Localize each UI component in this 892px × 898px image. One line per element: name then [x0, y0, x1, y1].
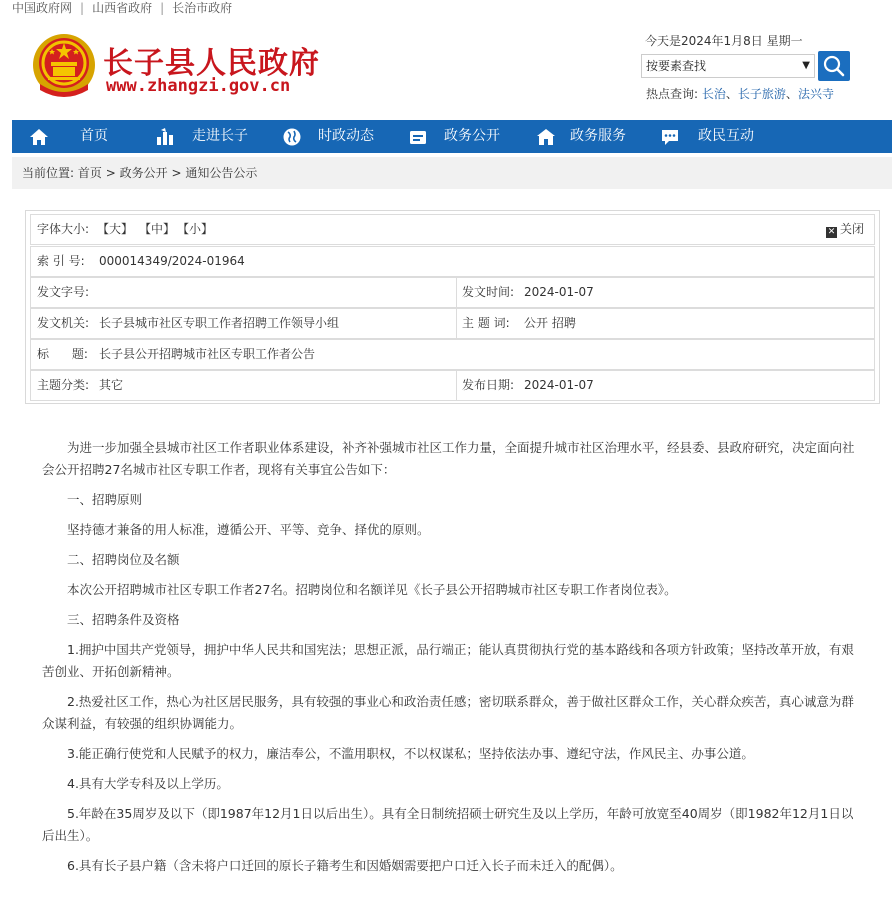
nav-label: 首页	[80, 128, 108, 144]
section-heading: 二、招聘岗位及名额	[67, 552, 180, 567]
article-paragraph: 为进一步加强全县城市社区工作者职业体系建设，补齐补强城市社区工作力量，全面提升城市社区治理水平，经县委、县政府研究，决定面向社会公开招聘27名城市社区专职工作者，现将有关事宜公告如下：	[42, 440, 855, 477]
link-shanxi-gov[interactable]: 山西省政府	[92, 1, 153, 15]
hot-link-changzhi[interactable]: 长治	[701, 87, 726, 101]
top-links: 中国政府网 | 山西省政府 | 长治市政府	[12, 1, 233, 15]
font-size-small[interactable]: 【小】	[177, 222, 214, 236]
nav-item-news[interactable]	[264, 120, 390, 153]
title-value: 长子县公开招聘城市社区专职工作者公告	[99, 347, 316, 361]
site-header	[0, 16, 892, 120]
house-service-icon	[536, 127, 556, 147]
issue-date-label: 发文时间:	[462, 285, 515, 299]
national-emblem-icon	[30, 32, 98, 102]
breadcrumb	[12, 157, 892, 189]
cell-divider	[456, 278, 457, 307]
search-button[interactable]	[818, 51, 850, 81]
nav-item-interaction[interactable]	[642, 120, 768, 153]
search-type-select[interactable]	[641, 54, 815, 78]
article-paragraph: 6.具有长子县户籍（含未将户口迁回的原长子籍考生和因婚姻需要把户口迁入长子而未迁入的配偶）。	[67, 858, 623, 873]
issue-date-value: 2024-01-07	[524, 285, 594, 299]
close-label: 关闭	[839, 222, 864, 236]
font-size-large[interactable]: 【大】	[97, 222, 134, 236]
nav-label: 政民互动	[698, 128, 754, 144]
home-icon	[29, 127, 49, 147]
hot-search: 热点查询: 长治、长子旅游、法兴寺	[646, 87, 834, 101]
nav-item-services[interactable]	[516, 120, 642, 153]
section-heading: 一、招聘原则	[67, 492, 143, 507]
hot-link-faxing-temple[interactable]: 法兴寺	[797, 87, 834, 101]
site-domain: www.zhangzi.gov.cn	[106, 76, 291, 96]
article-paragraph: 本次公开招聘城市社区专职工作者27名。招聘岗位和名额详见《长子县公开招聘城市社区专职工作者岗位表》。	[67, 582, 677, 597]
nav-item-open-gov[interactable]	[390, 120, 516, 153]
keyword-value: 公开 招聘	[524, 316, 576, 330]
keyword-label: 主 题 词:	[462, 316, 510, 330]
font-size-medium[interactable]: 【中】	[139, 222, 176, 236]
nav-item-home[interactable]	[12, 120, 138, 153]
category-value: 其它	[99, 378, 124, 392]
breadcrumb-separator: >	[105, 166, 116, 180]
publish-date-value: 2024-01-07	[524, 378, 594, 392]
org-row	[30, 308, 875, 339]
doc-no-label: 发文字号:	[37, 285, 90, 299]
article-paragraph: 坚持德才兼备的用人标准，遵循公开、平等、竞争、择优的原则。	[67, 522, 430, 537]
category-label: 主题分类:	[37, 378, 90, 392]
doc-no-row	[30, 277, 875, 308]
main-nav	[12, 120, 892, 153]
hot-search-label: 热点查询:	[646, 87, 699, 101]
document-info-table	[25, 210, 880, 404]
nav-item-about[interactable]	[138, 120, 264, 153]
category-row	[30, 370, 875, 401]
cell-divider	[456, 309, 457, 338]
nav-label: 政务服务	[570, 128, 626, 144]
font-size-row	[30, 214, 875, 245]
folder-icon	[408, 127, 428, 147]
article-body	[42, 437, 864, 885]
breadcrumb-open-gov[interactable]: 政务公开	[119, 166, 168, 180]
close-icon: ✕	[827, 227, 836, 237]
font-size-label: 字体大小:	[37, 222, 90, 236]
index-row	[30, 246, 875, 277]
publish-date-label: 发布日期:	[462, 378, 515, 392]
site-name: 长子县人民政府	[103, 46, 320, 81]
article-paragraph: 2.热爱社区工作，热心为社区居民服务，具有较强的事业心和政治责任感；密切联系群众，善于做社区群众工作，关心群众疾苦，真心诚意为群众谋利益，有较强的组织协调能力。	[42, 694, 854, 731]
article-paragraph: 1.拥护中国共产党领导，拥护中华人民共和国宪法；思想正派，品行端正；能认真贯彻执行党的基本路线和各项方针政策；坚持改革开放，有艰苦创业、开拓创新精神。	[42, 642, 854, 679]
article-paragraph: 5.年龄在35周岁及以下（即1987年12月1日以后出生）。具有全日制统招硕士研究生及以上学历，年龄可放宽至40周岁（即1982年12月1日以后出生）。	[42, 806, 854, 843]
article-paragraph: 3.能正确行使党和人民赋予的权力，廉洁奉公，不滥用职权，不以权谋私；坚持依法办事、遵纪守法，作风民主、办事公道。	[67, 746, 754, 761]
breadcrumb-notices[interactable]: 通知公告公示	[185, 166, 258, 180]
index-value: 000014349/2024-01964	[99, 254, 245, 268]
chat-icon	[660, 127, 680, 147]
globe-icon	[282, 127, 302, 147]
article-paragraph: 4.具有大学专科及以上学历。	[67, 776, 229, 791]
dropdown-arrow-icon: ▼	[802, 60, 810, 71]
breadcrumb-prefix: 当前位置:	[22, 166, 75, 180]
bar-chart-icon	[155, 127, 175, 147]
nav-label: 政务公开	[444, 128, 500, 144]
link-changzhi-gov[interactable]: 长治市政府	[172, 1, 233, 15]
search-type-selected: 按要素查找	[646, 59, 707, 73]
breadcrumb-home[interactable]: 首页	[77, 166, 102, 180]
date-line: 今天是2024年1月8日 星期一	[645, 34, 803, 48]
nav-label: 走进长子	[192, 128, 248, 144]
cell-divider	[456, 371, 457, 400]
close-button[interactable]	[826, 215, 864, 244]
nav-label: 时政动态	[318, 128, 374, 144]
section-heading: 三、招聘条件及资格	[67, 612, 180, 627]
breadcrumb-separator: >	[171, 166, 182, 180]
hot-link-tourism[interactable]: 长子旅游	[737, 87, 786, 101]
title-label: 标 题:	[37, 347, 88, 361]
title-row	[30, 339, 875, 370]
link-gov-cn[interactable]: 中国政府网	[12, 1, 73, 15]
org-value: 长子县城市社区专职工作者招聘工作领导小组	[99, 316, 340, 330]
org-label: 发文机关:	[37, 316, 90, 330]
index-label: 索 引 号:	[37, 254, 85, 268]
search-icon	[818, 51, 850, 81]
